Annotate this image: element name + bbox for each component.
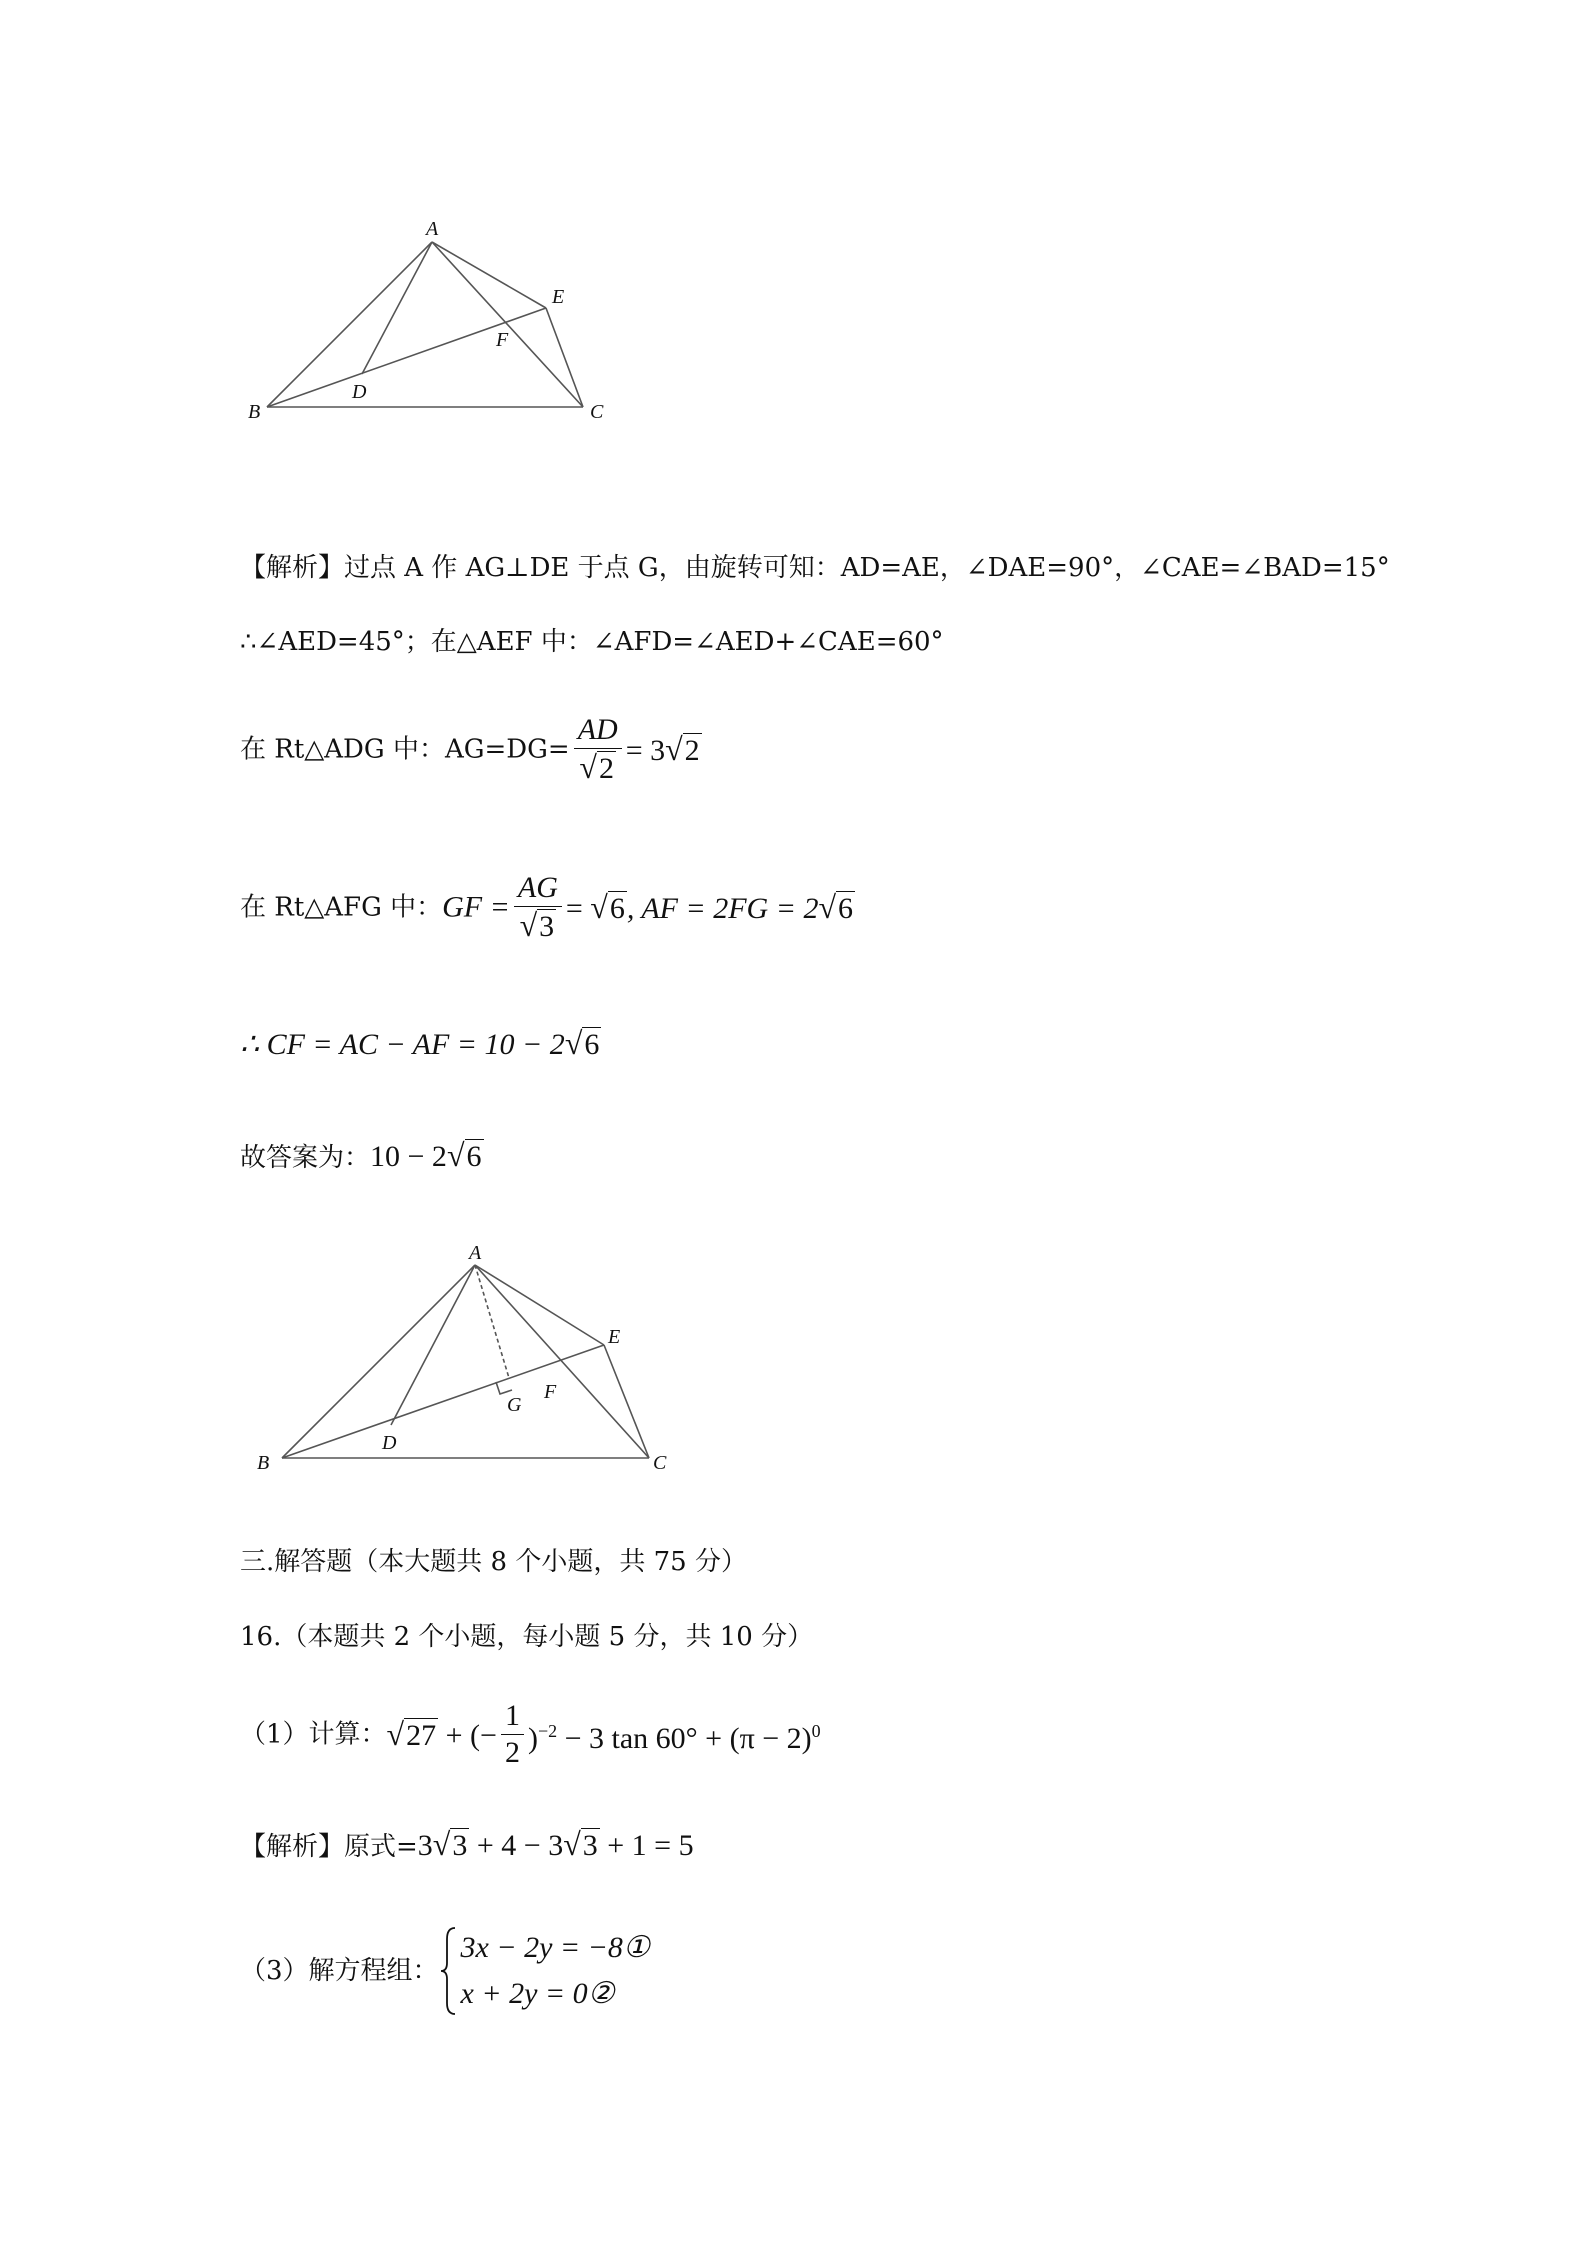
segment-ac bbox=[432, 242, 583, 407]
label-g: G bbox=[507, 1394, 522, 1416]
question-16-3: （3）解方程组： 3x − 2y = −8① x + 2y = 0② bbox=[240, 1925, 650, 2017]
equation-1: 3x − 2y = −8① bbox=[460, 1931, 650, 1964]
segment-ec bbox=[546, 308, 583, 407]
label-b: B bbox=[248, 401, 261, 423]
solution-line-5: ∴ CF = AC − AF = 10 − 2√6 bbox=[240, 1025, 600, 1061]
label-e: E bbox=[608, 1326, 621, 1348]
segment-ab bbox=[282, 1265, 475, 1458]
label-b: B bbox=[257, 1452, 270, 1474]
segment-ac bbox=[475, 1265, 649, 1458]
line3-fraction: $\frac{AD}{√2}$ bbox=[574, 712, 622, 787]
solution-line-4: 在 Rt△AFG 中：GF = $\frac{AG}{√3}$ = √6, AF = 2FG = 2√6 bbox=[240, 871, 854, 943]
segment-be bbox=[267, 308, 546, 407]
label-a: A bbox=[426, 218, 439, 240]
segment-ag-dashed bbox=[475, 1265, 509, 1378]
label-f: F bbox=[544, 1381, 557, 1403]
label-a: A bbox=[469, 1245, 482, 1264]
figure-triangle-2 bbox=[245, 1245, 685, 1485]
equation-2: x + 2y = 0② bbox=[460, 1977, 615, 2010]
question-16-heading: 16.（本题共 2 个小题，每小题 5 分，共 10 分） bbox=[240, 1622, 814, 1652]
solution-line-2: ∴∠AED=45°；在△AEF 中：∠AFD=∠AED+∠CAE=60° bbox=[240, 627, 944, 657]
label-d: D bbox=[382, 1432, 397, 1454]
segment-ae bbox=[432, 242, 546, 308]
section-heading: 三.解答题（本大题共 8 个小题，共 75 分） bbox=[240, 1547, 747, 1577]
left-brace bbox=[439, 1925, 459, 2017]
solution-line-1: 【解析】过点 A 作 AG⊥DE 于点 G，由旋转可知：AD=AE，∠DAE=90°，∠CAE=∠BAD=15° bbox=[240, 553, 1390, 583]
label-c: C bbox=[590, 401, 604, 423]
question-16-1: （1）计算：√27 + (− $\frac{1}{2}$ )$^{-2}$ − 3 $\tan 60^\circ + (\pi - 2)^0$ bbox=[240, 1699, 821, 1769]
solution-line-3 bbox=[240, 712, 702, 787]
line3-result: = 3√2 bbox=[625, 730, 700, 767]
label-c: C bbox=[653, 1452, 667, 1474]
line3-prefix: 在 Rt△ADG 中：AG=DG= bbox=[240, 734, 570, 765]
answer-line: 故答案为：10 − 2√6 bbox=[240, 1137, 482, 1173]
segment-ab bbox=[267, 242, 432, 407]
segment-ad bbox=[391, 1265, 475, 1425]
label-f: F bbox=[496, 329, 509, 351]
segment-ad bbox=[362, 242, 432, 374]
equation-system bbox=[439, 1925, 650, 2017]
question-16-1-solution: 【解析】原式=3√3 + 4 − 3√3 + 1 = 5 bbox=[240, 1826, 694, 1862]
label-d: D bbox=[352, 381, 367, 403]
label-e: E bbox=[552, 286, 565, 308]
line4-fraction: $\frac{AG}{√3}$ bbox=[514, 870, 562, 945]
figure-triangle-1 bbox=[240, 215, 620, 425]
segment-ec bbox=[604, 1345, 649, 1458]
right-angle-mark bbox=[496, 1382, 512, 1394]
segment-ae bbox=[475, 1265, 604, 1345]
